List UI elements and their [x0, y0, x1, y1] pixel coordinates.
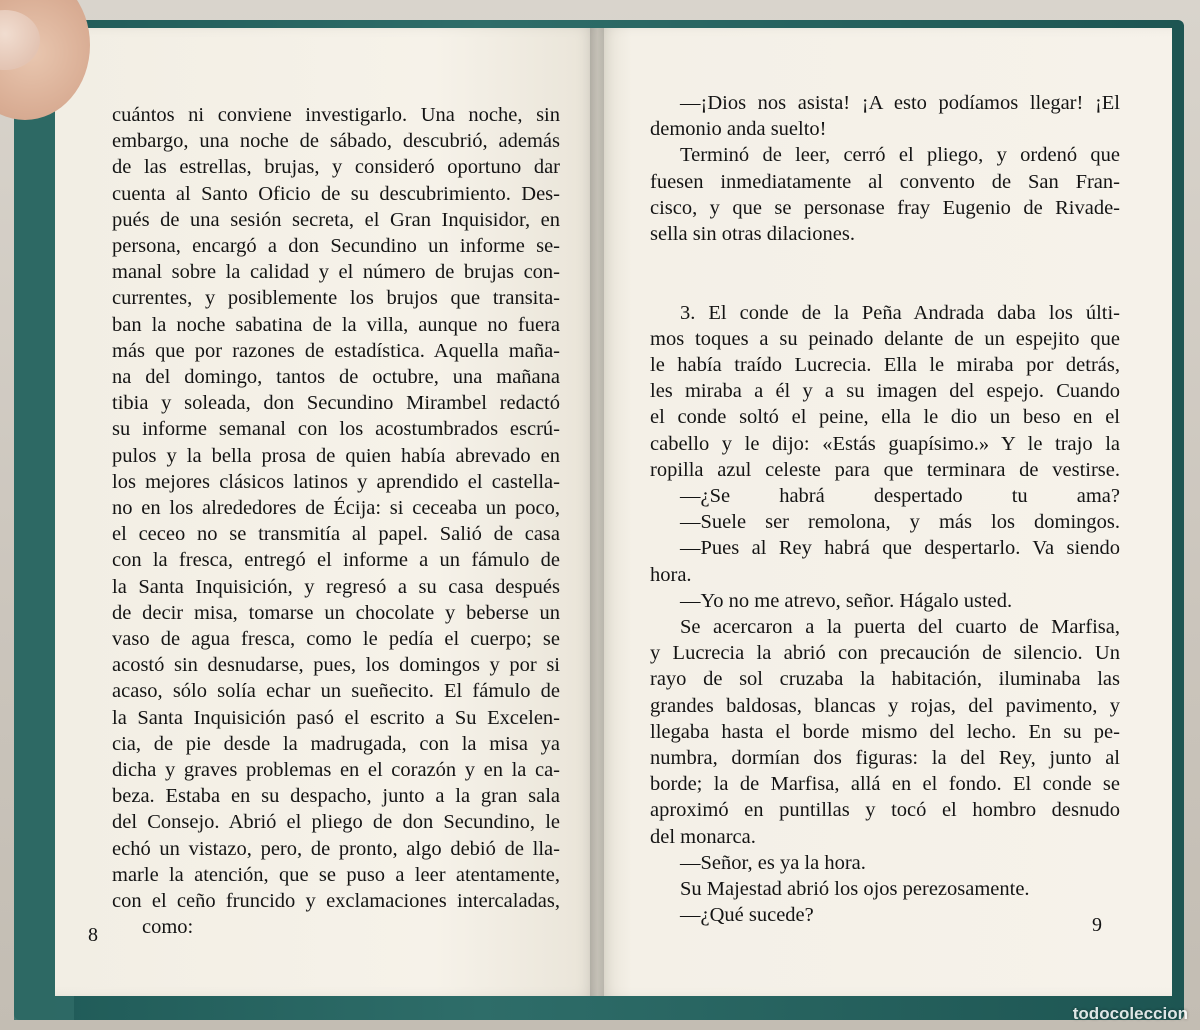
text-line: grandes baldosas, blancas y rojas, del pavimento, y — [650, 694, 1120, 717]
text-line: borde; la de Marfisa, allá en el fondo. El conde se — [650, 773, 1120, 796]
text-line: del Consejo. Abrió el pliego de don Secundino, le — [112, 811, 560, 834]
text-line: persona, encargó a don Secundino un informe se- — [112, 235, 560, 258]
text-line: hora. — [650, 563, 692, 586]
text-line: con el ceño fruncido y exclamaciones intercaladas, — [112, 890, 560, 913]
text-line: pués de una sesión secreta, el Gran Inquisidor, en — [112, 208, 560, 231]
text-line: la Santa Inquisición, y regresó a su casa después — [112, 575, 560, 598]
text-line: llegaba hasta el borde mismo del lecho. En su pe- — [650, 720, 1120, 743]
text-line: aproximó en puntillas y tocó el hombro desnudo — [650, 799, 1120, 822]
left-page-text — [112, 102, 560, 941]
text-line: del monarca. — [650, 825, 756, 848]
text-line: no en los alrededores de Écija: si ceceaba un poco, — [112, 497, 560, 520]
text-line: de decir misa, tomarse un chocolate y beberse un — [112, 601, 560, 624]
text-line: los mejores clásicos latinos y aprendido el castella- — [112, 470, 560, 493]
text-line: —Suele ser remolona, y más los domingos. — [680, 511, 1120, 534]
text-line: numbra, dormían dos figuras: la del Rey, junto al — [650, 747, 1120, 770]
text-line: cia, de pie desde la madrugada, con la misa ya — [112, 732, 560, 755]
text-line: na del domingo, tantos de octubre, una mañana — [112, 366, 560, 389]
text-line: acostó sin desnudarse, pues, los domingos y por si — [112, 654, 560, 677]
text-line: como: — [142, 916, 194, 939]
text-line: ropilla azul celeste para que terminara de vestirse. — [650, 458, 1120, 481]
watermark: todocoleccion — [1072, 1004, 1188, 1023]
text-line: el ceceo no se transmitía al papel. Salió de casa — [112, 523, 560, 546]
text-line: —¿Qué sucede? — [680, 904, 814, 927]
text-line: cuántos ni conviene investigarlo. Una noche, sin — [112, 104, 560, 126]
text-line — [650, 247, 1120, 273]
text-line: vaso de agua fresca, como le pedía el cuerpo; se — [112, 628, 560, 651]
text-line: su informe semanal con los acostumbrados escrú- — [112, 418, 560, 441]
text-line: de las estrellas, brujas, y consideró oportuno dar — [112, 156, 560, 179]
text-line: cabello y le dijo: «Estás guapísimo.» Y le trajo la — [650, 432, 1120, 455]
text-line: la Santa Inquisición pasó el escrito a Su Excelen- — [112, 706, 560, 729]
text-line: —¡Dios nos asista! ¡A esto podíamos llegar! ¡El — [680, 92, 1120, 114]
text-line: demonio anda suelto! — [650, 118, 827, 141]
text-line: —Señor, es ya la hora. — [680, 851, 866, 874]
text-line: —Yo no me atrevo, señor. Hágalo usted. — [680, 589, 1013, 612]
text-line: 3. El conde de la Peña Andrada daba los últi- — [680, 301, 1120, 324]
text-line: tibia y soleada, don Secundino Mirambel redactó — [112, 392, 560, 415]
text-line: el conde soltó el peine, ella le dio un beso en el — [650, 406, 1120, 429]
text-line: dicha y graves problemas en el corazón y en la ca- — [112, 759, 560, 782]
text-line: le había traído Lucrecia. Ella le miraba por detrás, — [650, 354, 1120, 377]
book-gutter — [590, 28, 604, 996]
text-line: sella sin otras dilaciones. — [650, 223, 855, 246]
page-number-right: 9 — [1092, 914, 1102, 936]
text-line: echó un vistazo, pero, de pronto, algo debió de lla- — [112, 837, 560, 860]
text-line: rayo de sol cruzaba la habitación, iluminaba las — [650, 668, 1120, 691]
text-line: —¿Se habrá despertado tu ama? — [680, 485, 1120, 508]
text-line: Se acercaron a la puerta del cuarto de Marfisa, — [680, 616, 1120, 639]
text-line: más que por razones de estadística. Aquella maña- — [112, 339, 560, 362]
text-line: y Lucrecia la abrió con precaución de silencio. Un — [650, 642, 1120, 665]
text-line: fuesen inmediatamente al convento de San Fran- — [650, 170, 1120, 193]
thumbnail — [0, 10, 40, 70]
text-line: les miraba a él y a su imagen del espejo. Cuando — [650, 380, 1120, 403]
text-line: cisco, y que se personase fray Eugenio de Rivade- — [650, 196, 1120, 219]
text-line: Terminó de leer, cerró el pliego, y ordenó que — [680, 144, 1120, 167]
text-line: con la fresca, entregó el informe a un fámulo de — [112, 549, 560, 572]
text-line: manal sobre la calidad y el número de brujas con- — [112, 261, 560, 284]
text-line: beza. Estaba en su despacho, junto a la gran sala — [112, 785, 560, 808]
text-line: ban la noche sabatina de la villa, aunque no fuera — [112, 313, 560, 336]
text-line: marle la atención, que se puso a leer atentamente, — [112, 863, 560, 886]
text-line: currentes, y posiblemente los brujos que transita- — [112, 287, 560, 310]
text-line: —Pues al Rey habrá que despertarlo. Va siendo — [680, 537, 1120, 560]
text-line: Su Majestad abrió los ojos perezosamente. — [680, 878, 1030, 901]
page-number-left: 8 — [88, 924, 98, 946]
text-line: acaso, sólo solía echar un sueñecito. El fámulo de — [112, 680, 560, 703]
text-line: mos toques a su peinado delante de un espejito que — [650, 327, 1120, 350]
text-line: embargo, una noche de sábado, descubrió, además — [112, 130, 560, 153]
text-line: pulos y la bella prosa de quien había abrevado en — [112, 444, 560, 467]
text-line — [650, 273, 1120, 299]
text-line: cuenta al Santo Oficio de su descubrimiento. Des- — [112, 182, 560, 205]
right-page-text — [650, 90, 1120, 929]
